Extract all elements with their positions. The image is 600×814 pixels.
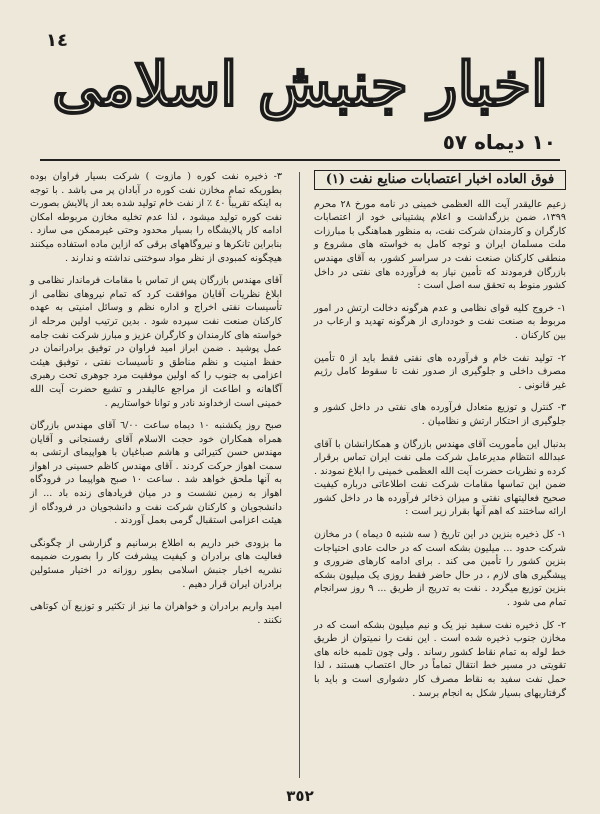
masthead-title: اخبار جنبش اسلامی [52,50,548,120]
gasoline-paragraph: ١- کل ذخیره بنزین در این تاریخ ( سه شنبه ٥ دیماه ) در مخازن شرکت حدود ... میلیون بشکه است که در حالت عادی احتیاجات بنزین کشور را تأمین می کند . برای ادامه کارهای ضروری و پیشگیری های لازم ، در حال حاضر فقط روزی یک میلیون بشکه بنزین توزیع میگردد . نفت به تدریج از طریق ... ٩ روز سرانجام تمام می شود . [314,529,566,609]
page-number-bottom: ٣٥٢ [286,787,314,805]
left-column [30,170,282,636]
report-paragraph: بدنبال این مأموریت آقای مهندس بازرگان و همکارانشان با آقای عبدالله انتظام مدیرعامل شرکت ملی نفت ایران تماس برقرار کرده و نظریات حضرت آیت الله العظمی خمینی را ابلاغ نمودند . ضمن این تماسها مقامات شرکت نفت اطلاعاتی درباره کیفیت صحیح فعالیتهای نفتی و میزان ذخائر فرآورده ها در داخل کشور ارائه ساختند که اهم آنها بقرار زیر است : [314,438,566,518]
article-heading: فوق العاده اخبار اعتصابات صنایع نفت (١) [314,170,566,190]
issue-date: ١٠ دیماه ٥٧ [442,130,556,154]
demand-item-3: ٣- کنترل و توزیع متعادل فرآورده های نفتی در داخل کشور و جلوگیری از احتکار ارتش و نظامیان . [314,402,566,427]
column-divider [299,172,300,778]
page-number-top: ١٤ [46,30,68,51]
followup-paragraph: ما بزودی خبر داریم به اطلاع برسانیم و گزارشی از چگونگی فعالیت های برادران و کیفیت پیشرفت کار را بصورت ضمیمه نشریه اخبار جنبش اسلامی بطور روزانه در اختیار مسئولین برادران ایران قرار دهیم . [30,537,282,590]
right-column [314,170,566,709]
military-paragraph: آقای مهندس بازرگان پس از تماس با مقامات فرماندار نظامی و ابلاغ نظریات آقایان موافقت کرد که تمام نیروهای نظامی از تأسیسات نفتی اخراج و اداره نظم و وسائل امنیتی به عهده کارکنان صنعت نفت سپرده شود . بدین ترتیب اولین مرحله از خواسته های کارمندان و کارگران عزیز و مبارز شرکت نفت جامه عمل پوشید . ضمن ابراز امید فراوان در توفیق برادرانمان در حفظ امنیت و نظم مناطق و تأسیسات نفتی ، توفیق هیئت اعزامی به جنوب را که اولین موفقیت مرد جوهری تحت رهبری آگاهانه و اطاعت از مراجع عالیقدر و تشیع حضرت آیت الله خمینی است ازخداوند نادر و توانا خواستاریم . [30,275,282,409]
masthead [36,42,564,128]
delegation-paragraph: صبح روز یکشنبه ١٠ دیماه ساعت ٦/٠٠ آقای مهندس بازرگان همراه همکاران خود حجت الاسلام آقای رفسنجانی و آقایان مهندس حسن کتیرائی و هاشم صباغیان با هواپیمای ارتشی به سمت اهواز حرکت کردند . آقای مهندس کاظم حسینی در اهواز به آنها ملحق خواهد شد . ساعت ١٠ صبح هواپیما در فرودگاه اهواز به زمین نشست و در میان فریادهای زنده باد ... از دانشجویان و کارکنان شرکت نفت و دانشجویان در فرودگاه از هیئت اعزامی استقبال گرمی بعمل آوردند . [30,420,282,527]
demand-item-1: ١- خروج کلیه قوای نظامی و عدم هرگونه دخالت ارتش در امور مربوط به صنعت نفت و خودداری از هرگونه تهدید و ارعاب در بین کارکنان . [314,302,566,341]
fuel-oil-paragraph: ٣- ذخیره نفت کوره ( مازوت ) شرکت بسیار فراوان بوده بطوریکه تمام مخازن نفت کوره در آبادان پر می باشد . با توجه به اینکه تقریباً ٤٠ ٪ از نفت خام تولید شده بعد از پالایش بصورت نفت کوره تولید میشود ، لذا عدم تخلیه مخازن مربوطه امکان ادامه کار پالایشگاه را بسیار محدود وحتی غیرممکن می سازد . بنابراین تانکرها و نیروگاههای برقی که ازاین ماده استفاده میکنند هیچگونه کمبودی از نظر مواد سوختنی نداشته و ندارند . [30,171,282,264]
intro-paragraph: زعیم عالیقدر آیت الله العظمی خمینی در نامه مورخ ٢٨ محرم ١٣٩٩، ضمن بزرگداشت و اعلام پشتیبانی خود از اعتصابات کارگران و کارمندان شرکت نفت، به منظور هماهنگی با مبارزات ملت مسلمان ایران و توجه کامل به خواسته های مشروع و منطقی کارکنان صنعت نفت در سراسر کشور، به آقای مهندس بازرگان فرمودند که تأمین نیاز به فرآورده های نفتی در داخل کشور منوط به تحقق سه اصل است : [314,198,566,292]
kerosene-paragraph: ٢- کل ذخیره نفت سفید نیز یک و نیم میلیون بشکه است که در مخازن جنوب ذخیره شده است . این نفت را نمیتوان از طریق خط لوله به تمام نقاط کشور رساند . ولی چون تلمبه خانه های تقویتی در مسیر خط انتقال تماماً در حال اعتصاب هستند ، لذا حمل نفت سفید به نقاط مصرف کار دشواری است و باید با گرفتاریهای بسیار شکل به انجام برسد . [314,619,566,699]
closing-paragraph: امید واریم برادران و خواهران ما نیز از تکثیر و توزیع آن کوتاهی نکنند . [30,601,282,626]
demand-item-2: ٢- تولید نفت خام و فرآورده های نفتی فقط باید از ٥ تأمین مصرف داخلی و جلوگیری از صدور نفت تا سقوط کامل رژیم غیر قانونی . [314,352,566,391]
header-rule [40,159,560,161]
